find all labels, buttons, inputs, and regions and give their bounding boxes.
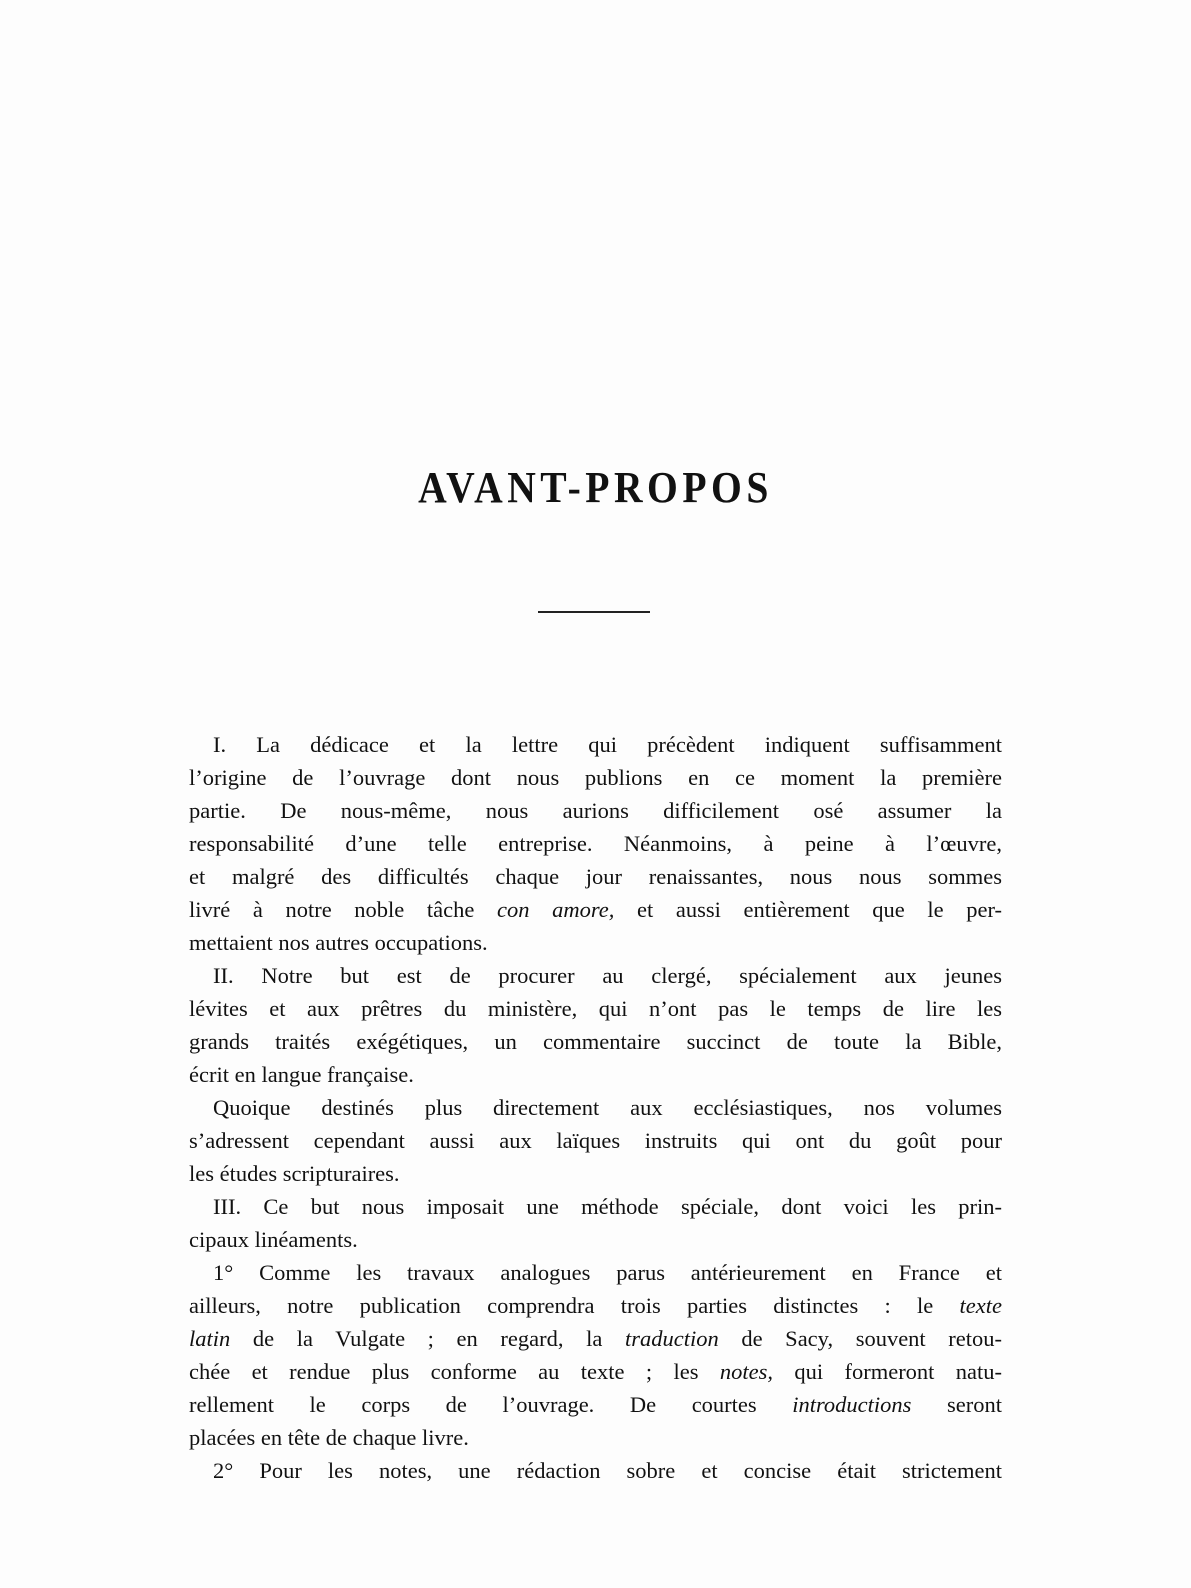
paragraph-4	[189, 1190, 1002, 1256]
text-segment: ailleurs, notre publication comprendra trois parties distinctes : le	[189, 1293, 934, 1318]
body-text	[189, 728, 1002, 1487]
text-line	[189, 1322, 1002, 1355]
text-line: mettaient nos autres occupations.	[189, 930, 488, 955]
text-line: les études scripturaires.	[189, 1161, 400, 1186]
text-line: lévites et aux prêtres du ministère, qui n’ont pas le temps de lire les	[189, 996, 1002, 1021]
title-divider	[538, 611, 650, 613]
text-segment: seront	[947, 1392, 1002, 1417]
text-line: écrit en langue française.	[189, 1062, 414, 1087]
text-line: placées en tête de chaque livre.	[189, 1425, 469, 1450]
text-line: partie. De nous-même, nous aurions difficilement osé assumer la	[189, 798, 1002, 823]
paragraph-3	[189, 1091, 1002, 1190]
text-segment: et aussi entièrement que le per-	[637, 897, 1003, 922]
text-line	[189, 893, 1002, 926]
text-line	[189, 1355, 1002, 1388]
italic-phrase: texte	[959, 1293, 1003, 1318]
text-segment: livré à notre noble tâche	[189, 897, 475, 922]
text-segment: rellement le corps de l’ouvrage. De courtes	[189, 1392, 757, 1417]
text-line: l’origine de l’ouvrage dont nous publions en ce moment la première	[189, 765, 1002, 790]
text-line: s’adressent cependant aussi aux laïques instruits qui ont du goût pour	[189, 1128, 1002, 1153]
italic-phrase: latin	[189, 1326, 231, 1351]
text-line: 1° Comme les travaux analogues parus antérieurement en France et	[213, 1260, 1002, 1285]
italic-phrase: notes,	[719, 1359, 773, 1384]
italic-phrase: con amore,	[496, 897, 615, 922]
paragraph-6	[189, 1454, 1002, 1487]
italic-phrase: introductions	[792, 1392, 912, 1417]
text-line: et malgré des difficultés chaque jour renaissantes, nous nous sommes	[189, 864, 1002, 889]
italic-phrase: traduction	[624, 1326, 719, 1351]
text-line: responsabilité d’une telle entreprise. Néanmoins, à peine à l’œuvre,	[189, 831, 1002, 856]
paragraph-1	[189, 728, 1002, 959]
text-line: cipaux linéaments.	[189, 1227, 358, 1252]
text-line	[189, 1388, 1002, 1421]
text-segment: de la Vulgate ; en regard, la	[252, 1326, 603, 1351]
text-line: Quoique destinés plus directement aux ecclésiastiques, nos volumes	[213, 1095, 1002, 1120]
text-line: II. Notre but est de procurer au clergé, spécialement aux jeunes	[213, 963, 1002, 988]
page-title: AVANT-PROPOS	[418, 463, 773, 512]
text-segment: de Sacy, souvent retou-	[741, 1326, 1003, 1351]
text-line: I. La dédicace et la lettre qui précèdent indiquent suffisamment	[213, 732, 1002, 757]
text-segment: qui formeront natu-	[794, 1359, 1003, 1384]
text-line: 2° Pour les notes, une rédaction sobre et concise était strictement	[213, 1458, 1002, 1483]
paragraph-2	[189, 959, 1002, 1091]
text-line	[189, 1289, 1002, 1322]
text-line: grands traités exégétiques, un commentaire succinct de toute la Bible,	[189, 1029, 1002, 1054]
paragraph-5	[189, 1256, 1002, 1454]
text-line: III. Ce but nous imposait une méthode spéciale, dont voici les prin-	[213, 1194, 1002, 1219]
text-segment: chée et rendue plus conforme au texte ; les	[189, 1359, 699, 1384]
